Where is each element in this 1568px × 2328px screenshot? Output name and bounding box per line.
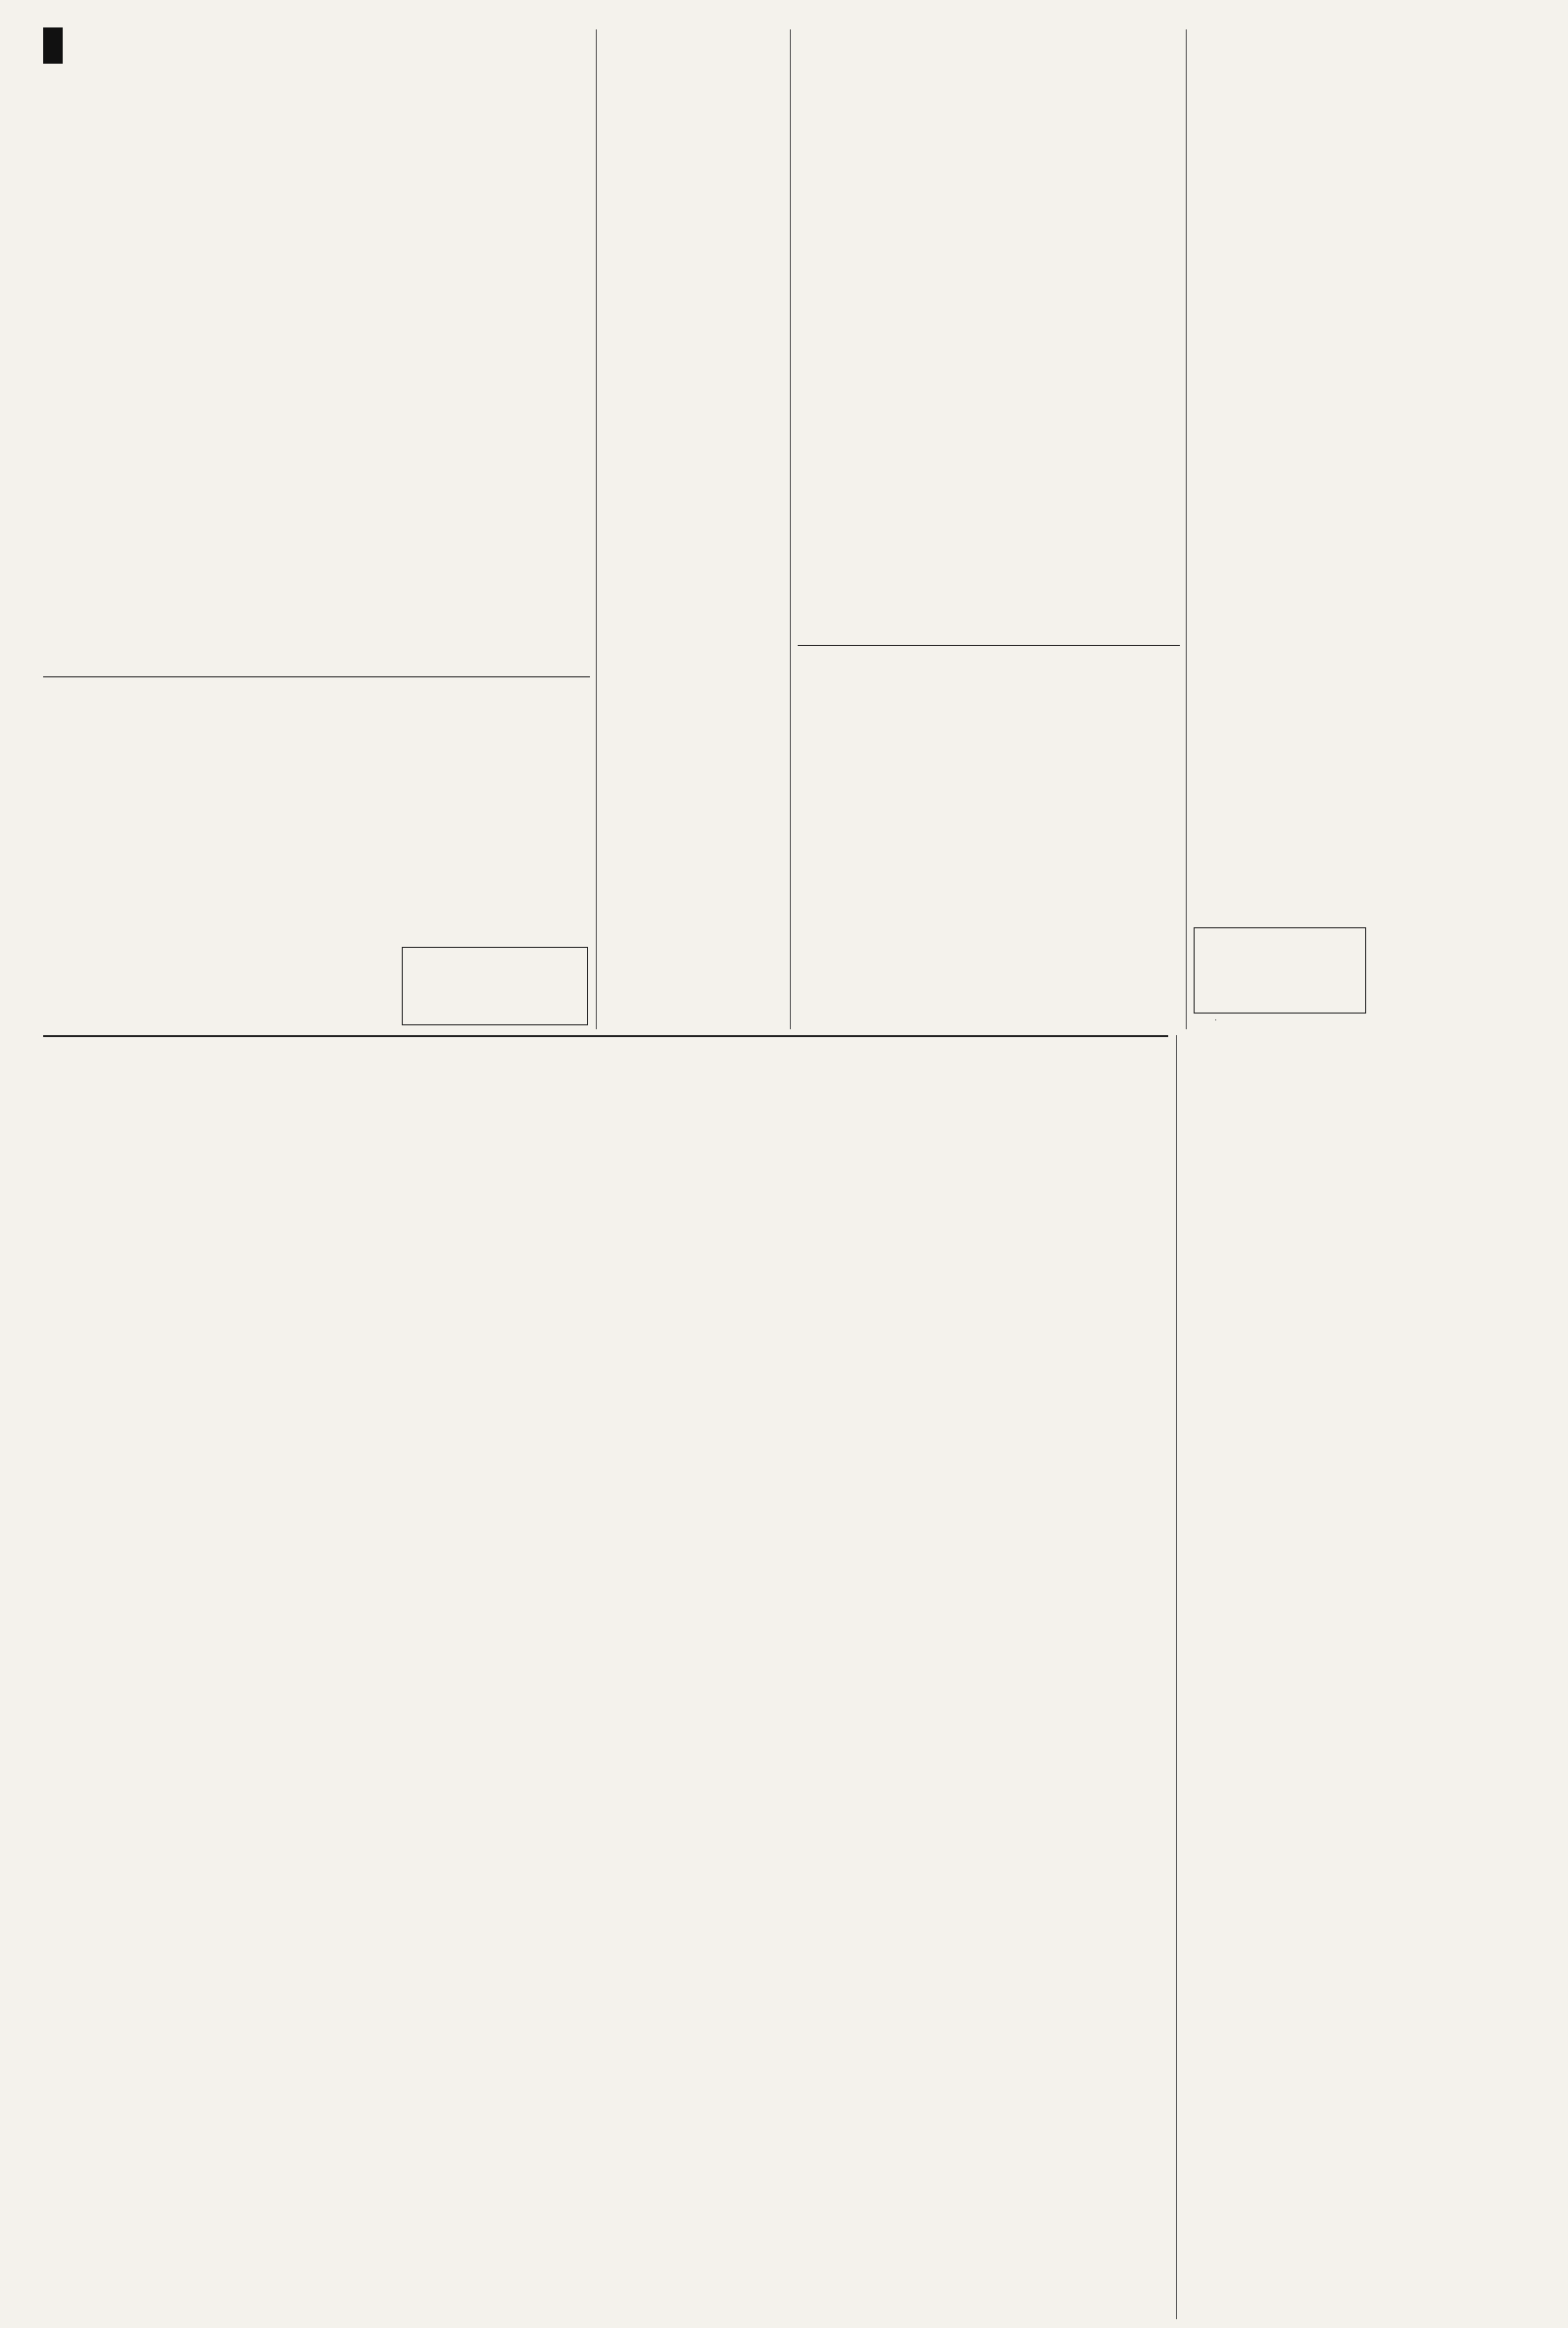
pharma-ad-body bbox=[407, 952, 583, 985]
column-rule-end bbox=[1215, 1019, 1216, 1020]
lottery-groups-c bbox=[676, 1127, 929, 2315]
conference-body bbox=[604, 598, 786, 814]
tei-body-col2 bbox=[992, 102, 1180, 639]
lottery-groups-d bbox=[937, 1127, 1168, 2315]
column-rule bbox=[596, 29, 597, 1029]
column-rule bbox=[790, 29, 791, 1029]
industry-body-col1 bbox=[43, 735, 216, 1021]
page-number-box bbox=[43, 29, 239, 73]
column-rule bbox=[1176, 1035, 1177, 2319]
asia-minor-body bbox=[1194, 421, 1366, 676]
pharma-ad bbox=[402, 947, 588, 1025]
exams-body bbox=[1194, 92, 1366, 355]
mapping-body-col2 bbox=[992, 698, 1180, 988]
divider bbox=[798, 645, 1180, 646]
column-rule bbox=[1186, 29, 1187, 1029]
fires-body-col2 bbox=[316, 294, 588, 665]
fires-body-col1 bbox=[43, 294, 306, 665]
industry-body-col2 bbox=[225, 735, 398, 1021]
page-number bbox=[43, 27, 63, 64]
plan-amendment-body bbox=[604, 868, 786, 927]
mapping-body-col1 bbox=[798, 698, 984, 1021]
lottery-groups-b bbox=[345, 1678, 668, 2315]
military-body bbox=[1194, 725, 1366, 902]
teacher-ad bbox=[1194, 927, 1366, 1014]
pontiac-body bbox=[604, 412, 786, 539]
lottery-groups-a bbox=[43, 1678, 337, 2315]
tei-body-col1 bbox=[798, 102, 984, 639]
parties-body bbox=[604, 98, 786, 355]
divider bbox=[43, 1035, 1168, 1037]
divider bbox=[43, 676, 590, 677]
